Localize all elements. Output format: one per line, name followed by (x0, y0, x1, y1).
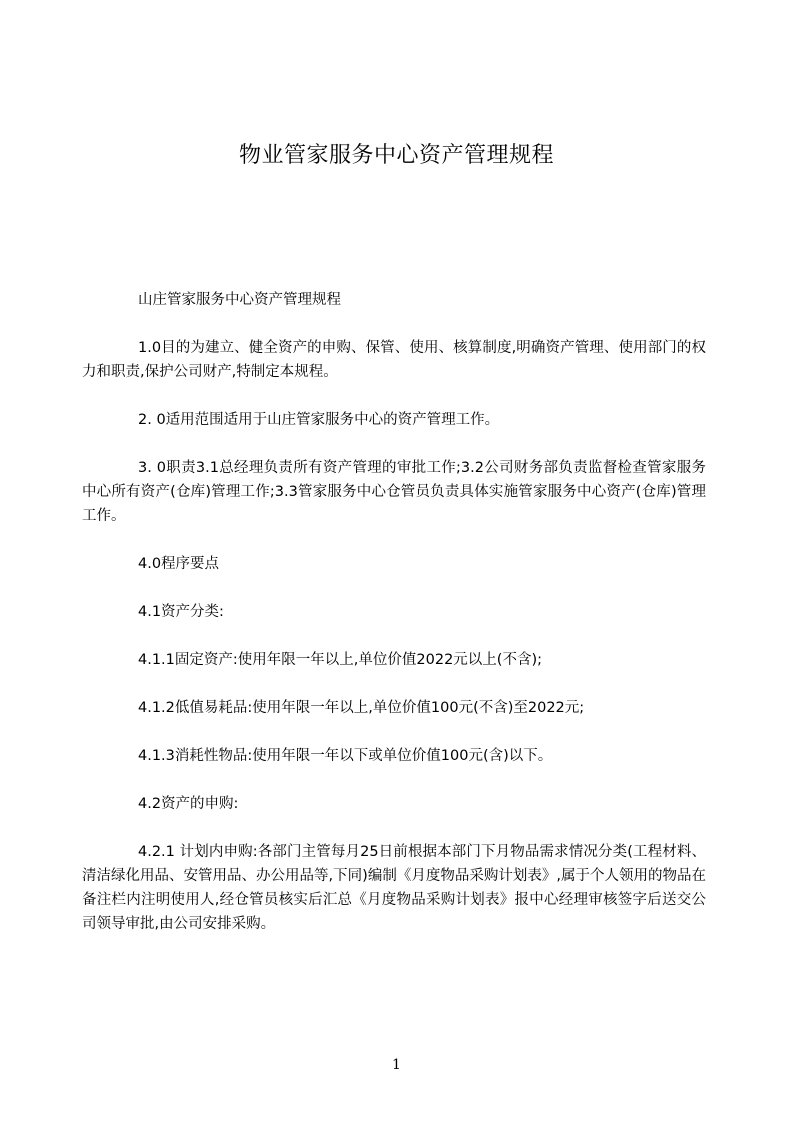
document-title: 物业管家服务中心资产管理规程 (238, 143, 554, 168)
paragraph-planned-purchase: 4.2.1 计划内申购:各部门主管每月25日前根据本部门下月物品需求情况分类(工程材料、清洁绿化用品、安管用品、办公用品等,下同)编制《月度物品采购计划表》,属于个人领用的物品在备注栏内注明使用人,经仓管员核实后汇总《月度物品采购计划表》报中心经理审核签字后送交公司领导审批,由公司安排采购。 (82, 844, 706, 932)
paragraph-heading: 山庄管家服务中心资产管理规程 (138, 292, 341, 308)
document-body (82, 288, 706, 960)
page-number: 1 (392, 1057, 401, 1073)
paragraph-responsibilities: 3. 0职责3.1总经理负责所有资产管理的审批工作;3.2公司财务部负责监督检查管家服务中心所有资产(仓库)管理工作;3.3管家服务中心仓管员负责具体实施管家服务中心资产(仓库)管理工作。 (82, 460, 706, 524)
paragraph-low-value-consumables: 4.1.2低值易耗品:使用年限一年以上,单位价值100元(不含)至2022元; (138, 700, 585, 716)
paragraph-asset-purchase: 4.2资产的申购: (138, 796, 239, 812)
paragraph-consumable-items: 4.1.3消耗性物品:使用年限一年以下或单位价值100元(含)以下。 (138, 748, 553, 764)
paragraph-scope: 2. 0适用范围适用于山庄管家服务中心的资产管理工作。 (138, 412, 500, 428)
paragraph-fixed-assets: 4.1.1固定资产:使用年限一年以上,单位价值2022元以上(不含); (138, 652, 542, 668)
paragraph-purpose: 1.0目的为建立、健全资产的申购、保管、使用、核算制度,明确资产管理、使用部门的权力和职责,保护公司财产,特制定本规程。 (82, 340, 706, 380)
paragraph-procedure-points: 4.0程序要点 (138, 556, 220, 572)
paragraph-asset-classification: 4.1资产分类: (138, 604, 224, 620)
